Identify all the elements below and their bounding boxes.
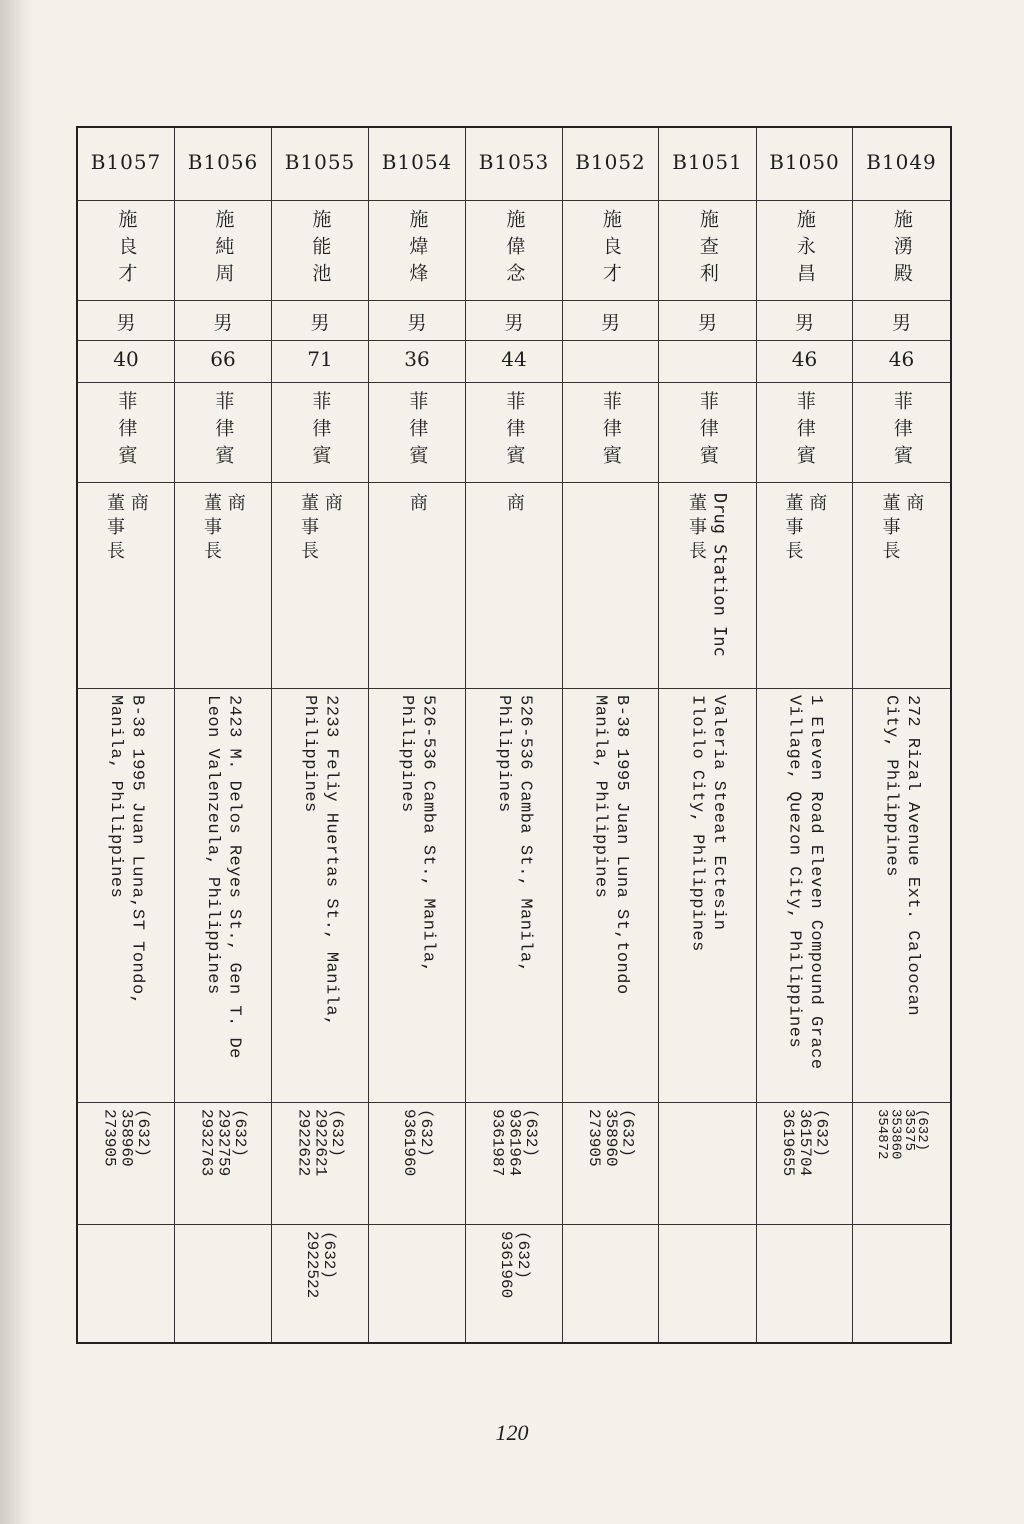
nationality-cell — [272, 382, 368, 482]
address-lines — [880, 689, 923, 1016]
sex-cell — [78, 300, 174, 340]
nationality-cell — [757, 382, 852, 482]
phone-number: 3615704 — [795, 1109, 814, 1177]
member-age: 66 — [210, 347, 236, 371]
occupation-lines — [686, 483, 728, 657]
member-name: 施永昌 — [793, 209, 816, 290]
code-cell — [272, 128, 368, 200]
member-age: 40 — [113, 347, 139, 371]
member-name: 施良才 — [115, 209, 138, 290]
name-cell — [659, 200, 756, 300]
member-age: 71 — [307, 347, 333, 371]
occupation-text: 董事長 — [686, 493, 708, 565]
phone-number: (632) — [812, 1109, 831, 1158]
record-id: B1056 — [187, 150, 259, 174]
address-cell — [272, 688, 368, 1102]
phone-number: 358960 — [117, 1109, 136, 1167]
sex-cell — [272, 300, 368, 340]
address-lines — [493, 689, 536, 973]
member-age: 44 — [501, 347, 527, 371]
phone-number: 35375 — [900, 1109, 917, 1152]
phone-number: (632) — [914, 1109, 931, 1152]
phone-number: 273905 — [585, 1109, 604, 1167]
address-line: B-38 1995 Juan Luna St,tondo — [611, 695, 631, 995]
nationality-cell — [466, 382, 562, 482]
record-column — [368, 128, 465, 1342]
phone-cell — [369, 1102, 465, 1224]
phone2-cell — [563, 1224, 658, 1342]
occupation-lines — [201, 483, 245, 565]
phone-number: 3619655 — [779, 1109, 798, 1177]
record-id: B1055 — [284, 150, 356, 174]
age-cell — [369, 340, 465, 382]
address-line: Philippines — [300, 695, 319, 813]
member-sex: 男 — [891, 312, 911, 334]
phone-number: (632) — [328, 1109, 347, 1158]
address-cell — [175, 688, 271, 1102]
address-lines — [589, 689, 632, 995]
address-line: Iloilo City, Philippines — [687, 695, 707, 952]
address-line: 526-536 Camba St., Manila, — [418, 695, 438, 974]
record-id: B1052 — [575, 150, 646, 174]
record-id: B1051 — [672, 150, 743, 174]
address-line: Manila, Philippines — [590, 695, 610, 899]
page-number: 120 — [495, 1420, 529, 1445]
address-line: 1 Eleven Road Eleven Compound Grace — [805, 695, 825, 1070]
phone-lines — [198, 1103, 248, 1176]
address-line: Leon Valenzeula, Philippines — [203, 695, 222, 995]
address-lines — [686, 689, 729, 952]
phone-number: (632) — [134, 1109, 153, 1158]
address-lines — [299, 689, 342, 1027]
address-line: Philippines — [397, 695, 416, 813]
phone-cell — [853, 1102, 950, 1224]
occupation-text: 董事長 — [298, 493, 319, 565]
sex-cell — [757, 300, 852, 340]
phone2-cell — [757, 1224, 852, 1342]
address-line: Manila, Philippines — [106, 695, 125, 899]
address-line: Valeria Steeat Ectesin — [708, 695, 728, 931]
address-cell — [78, 688, 174, 1102]
nationality-cell — [659, 382, 756, 482]
address-line: Philippines — [494, 695, 513, 813]
age-cell — [466, 340, 562, 382]
occupation-lines — [407, 483, 427, 517]
address-lines — [396, 689, 439, 973]
phone-cell — [466, 1102, 562, 1224]
occupation-text: 董事長 — [104, 493, 125, 565]
member-age: 36 — [404, 347, 430, 371]
company-name: Drug Station Inc — [709, 493, 730, 657]
member-name: 施純周 — [212, 209, 235, 290]
phone2-cell — [272, 1224, 368, 1342]
phone-number: (632) — [231, 1109, 250, 1158]
occupation-text: 董事長 — [879, 493, 901, 565]
occupation-text: 商 — [406, 493, 428, 517]
phone-number: 353860 — [887, 1109, 904, 1160]
member-nationality: 菲律賓 — [793, 391, 816, 472]
occupation-cell — [78, 482, 174, 688]
phone-lines — [779, 1103, 829, 1176]
address-line: 2233 Feliy Huertas St., Manila, — [321, 695, 341, 1027]
code-cell — [175, 128, 271, 200]
member-sex: 男 — [697, 312, 717, 334]
member-age: 46 — [791, 347, 818, 371]
record-column — [271, 128, 368, 1342]
code-cell — [78, 128, 174, 200]
address-cell — [659, 688, 756, 1102]
occupation-cell — [272, 482, 368, 688]
phone-number: (632) — [522, 1109, 541, 1158]
phone-cell — [563, 1102, 658, 1224]
record-id: B1054 — [381, 150, 453, 174]
sex-cell — [563, 300, 658, 340]
member-sex: 男 — [213, 312, 233, 334]
record-column — [465, 128, 562, 1342]
address-line: B-38 1995 Juan Luna,ST Tondo, — [127, 695, 147, 1006]
member-registry-table — [76, 126, 952, 1344]
age-cell — [563, 340, 658, 382]
name-cell — [466, 200, 562, 300]
phone-cell — [272, 1102, 368, 1224]
member-nationality: 菲律賓 — [309, 391, 332, 472]
phone-number: 358960 — [601, 1109, 620, 1167]
code-cell — [369, 128, 465, 200]
phone-number: (632) — [319, 1231, 338, 1280]
record-id: B1050 — [769, 150, 840, 174]
phone-number: (632) — [618, 1109, 637, 1158]
name-cell — [757, 200, 852, 300]
address-line: City, Philippines — [881, 695, 901, 877]
record-column — [562, 128, 658, 1342]
name-cell — [272, 200, 368, 300]
record-column — [658, 128, 756, 1342]
code-cell — [563, 128, 658, 200]
phone-number: 2922522 — [303, 1231, 321, 1299]
address-cell — [563, 688, 658, 1102]
phone-lines — [489, 1103, 539, 1176]
age-cell — [272, 340, 368, 382]
address-line: 272 Rizal Avenue Ext. Caloocan — [902, 695, 922, 1017]
phone-number: 273905 — [100, 1109, 119, 1167]
occupation-cell — [659, 482, 756, 688]
phone-number: 2922622 — [294, 1109, 313, 1177]
member-nationality: 菲律賓 — [503, 391, 526, 472]
phone2-lines — [303, 1225, 337, 1298]
member-name: 施偉念 — [503, 209, 526, 290]
code-cell — [757, 128, 852, 200]
phone-number: 9361960 — [497, 1231, 515, 1299]
member-nationality: 菲律賓 — [406, 391, 429, 472]
member-name: 施查利 — [696, 209, 719, 290]
record-id: B1053 — [478, 150, 550, 174]
phone-lines — [101, 1103, 151, 1167]
occupation-text: 董事長 — [782, 493, 804, 565]
phone2-cell — [369, 1224, 465, 1342]
occupation-text: 商 — [224, 493, 246, 517]
address-cell — [466, 688, 562, 1102]
occupation-lines — [104, 483, 148, 565]
code-cell — [853, 128, 950, 200]
phone-number: 2922621 — [311, 1109, 330, 1177]
sex-cell — [853, 300, 950, 340]
member-name: 施能池 — [309, 209, 332, 290]
nationality-cell — [175, 382, 271, 482]
phone2-cell — [659, 1224, 756, 1342]
occupation-cell — [757, 482, 852, 688]
phone-cell — [659, 1102, 756, 1224]
phone2-cell — [175, 1224, 271, 1342]
phone-lines — [585, 1103, 635, 1167]
phone-number: 9361964 — [505, 1109, 524, 1177]
address-line: 526-536 Camba St., Manila, — [515, 695, 535, 974]
phone2-cell — [78, 1224, 174, 1342]
record-id: B1057 — [90, 150, 162, 174]
phone-number: 2932759 — [214, 1109, 233, 1177]
age-cell — [757, 340, 852, 382]
occupation-cell — [369, 482, 465, 688]
occupation-text: 商 — [321, 493, 343, 517]
age-cell — [175, 340, 271, 382]
phone-lines — [295, 1103, 345, 1176]
occupation-text: 董事長 — [201, 493, 222, 565]
member-sex: 男 — [794, 312, 814, 334]
record-column — [174, 128, 271, 1342]
occupation-cell — [853, 482, 950, 688]
page-edge-shadow — [0, 0, 34, 1524]
phone-number: (632) — [513, 1231, 532, 1280]
sex-cell — [175, 300, 271, 340]
age-cell — [78, 340, 174, 382]
member-name: 施良才 — [599, 209, 622, 290]
occupation-lines — [298, 483, 342, 565]
member-name: 施煒烽 — [406, 209, 429, 290]
address-lines — [202, 689, 245, 1059]
member-nationality: 菲律賓 — [696, 391, 719, 472]
occupation-text: 商 — [903, 493, 925, 517]
phone-number: 354872 — [874, 1109, 891, 1160]
code-cell — [466, 128, 562, 200]
record-column — [852, 128, 950, 1342]
occupation-text: 商 — [127, 493, 149, 517]
code-cell — [659, 128, 756, 200]
member-sex: 男 — [116, 312, 136, 334]
member-age: 46 — [888, 347, 915, 371]
phone2-lines — [497, 1225, 531, 1298]
phone-lines — [400, 1103, 434, 1176]
nationality-cell — [78, 382, 174, 482]
occupation-lines — [880, 483, 924, 565]
member-nationality: 菲律賓 — [890, 391, 913, 472]
record-column — [78, 128, 174, 1342]
age-cell — [659, 340, 756, 382]
phone-lines — [874, 1103, 931, 1160]
record-column — [756, 128, 852, 1342]
phone-cell — [175, 1102, 271, 1224]
sex-cell — [466, 300, 562, 340]
phone-cell — [78, 1102, 174, 1224]
phone-number: 9361987 — [488, 1109, 507, 1177]
occupation-text: 商 — [503, 493, 525, 517]
name-cell — [78, 200, 174, 300]
nationality-cell — [369, 382, 465, 482]
occupation-text: 商 — [806, 493, 828, 517]
address-lines — [105, 689, 148, 1005]
name-cell — [853, 200, 950, 300]
name-cell — [175, 200, 271, 300]
address-lines — [783, 689, 826, 1070]
sex-cell — [659, 300, 756, 340]
phone-number: 2932763 — [197, 1109, 216, 1177]
name-cell — [369, 200, 465, 300]
occupation-cell — [563, 482, 658, 688]
member-nationality: 菲律賓 — [599, 391, 622, 472]
phone-cell — [757, 1102, 852, 1224]
nationality-cell — [563, 382, 658, 482]
name-cell — [563, 200, 658, 300]
member-nationality: 菲律賓 — [115, 391, 138, 472]
member-sex: 男 — [504, 312, 524, 334]
occupation-cell — [175, 482, 271, 688]
sex-cell — [369, 300, 465, 340]
phone-number: 9361960 — [400, 1109, 418, 1177]
member-name: 施湧殿 — [890, 209, 913, 290]
age-cell — [853, 340, 950, 382]
address-cell — [369, 688, 465, 1102]
occupation-lines — [783, 483, 827, 565]
address-line: Village, Quezon City, Philippines — [784, 695, 804, 1049]
phone-number: (632) — [416, 1109, 435, 1158]
record-id: B1049 — [866, 150, 937, 174]
member-sex: 男 — [600, 312, 620, 334]
address-line: 2423 M. Delos Reyes St., Gen T. De — [224, 695, 244, 1059]
phone2-cell — [853, 1224, 950, 1342]
phone2-cell — [466, 1224, 562, 1342]
member-sex: 男 — [407, 312, 427, 334]
address-cell — [757, 688, 852, 1102]
member-nationality: 菲律賓 — [212, 391, 235, 472]
address-cell — [853, 688, 950, 1102]
occupation-cell — [466, 482, 562, 688]
nationality-cell — [853, 382, 950, 482]
occupation-lines — [504, 483, 524, 517]
member-sex: 男 — [310, 312, 330, 334]
